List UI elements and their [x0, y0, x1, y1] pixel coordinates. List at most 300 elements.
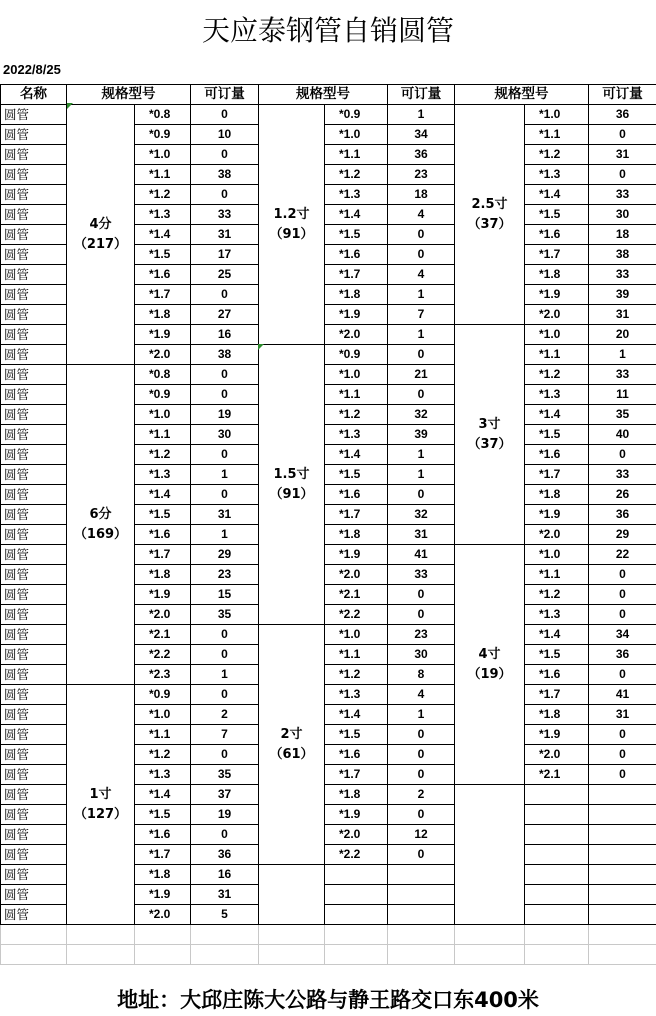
spec-cell: *1.2 [525, 145, 589, 165]
spec-cell: *1.8 [135, 865, 191, 885]
spec-cell: *1.6 [325, 485, 388, 505]
blank-cell [1, 945, 67, 965]
qty-cell: 0 [589, 605, 656, 625]
qty-cell: 0 [589, 665, 656, 685]
qty-cell: 34 [388, 125, 455, 145]
spec-cell: *1.9 [135, 325, 191, 345]
item-name-cell: 圆管 [1, 265, 67, 285]
spec-cell: *1.3 [525, 165, 589, 185]
qty-cell: 31 [191, 885, 259, 905]
item-name-cell: 圆管 [1, 105, 67, 125]
qty-cell: 33 [589, 265, 656, 285]
qty-cell: 0 [388, 765, 455, 785]
qty-cell: 37 [191, 785, 259, 805]
spec-cell: *1.2 [135, 185, 191, 205]
size-group-label [67, 105, 135, 365]
qty-cell: 0 [191, 385, 259, 405]
qty-cell: 0 [191, 685, 259, 705]
spec-cell: *1.7 [525, 685, 589, 705]
spec-cell: *1.8 [325, 785, 388, 805]
qty-cell: 0 [388, 225, 455, 245]
qty-cell: 1 [388, 105, 455, 125]
qty-cell: 4 [388, 205, 455, 225]
spec-cell: *1.9 [525, 285, 589, 305]
empty-spec-cell [525, 905, 589, 925]
spec-cell: *1.6 [325, 245, 388, 265]
item-name-cell: 圆管 [1, 845, 67, 865]
size-group-size: 4寸 [478, 646, 501, 662]
item-name-cell: 圆管 [1, 305, 67, 325]
spec-cell: *1.5 [135, 805, 191, 825]
size-group-label [259, 345, 325, 625]
size-group-size: 3寸 [478, 416, 501, 432]
item-name-cell: 圆管 [1, 245, 67, 265]
qty-cell: 0 [589, 445, 656, 465]
qty-cell: 0 [191, 825, 259, 845]
qty-cell: 8 [388, 665, 455, 685]
qty-cell: 0 [191, 365, 259, 385]
spec-cell: *1.5 [525, 205, 589, 225]
blank-cell [191, 945, 259, 965]
spec-cell: *1.1 [525, 345, 589, 365]
spec-cell: *1.7 [135, 285, 191, 305]
qty-cell: 41 [589, 685, 656, 705]
qty-cell: 30 [191, 425, 259, 445]
spec-cell: *1.1 [525, 125, 589, 145]
spec-cell: *1.4 [325, 445, 388, 465]
size-group-size: 1寸 [89, 786, 112, 802]
qty-cell: 19 [191, 405, 259, 425]
qty-cell: 0 [191, 485, 259, 505]
spec-cell: *1.9 [135, 885, 191, 905]
qty-cell: 0 [191, 285, 259, 305]
item-name-cell: 圆管 [1, 805, 67, 825]
spec-cell: *0.9 [325, 105, 388, 125]
spec-cell: *2.2 [325, 845, 388, 865]
spec-cell: *1.7 [135, 845, 191, 865]
spec-cell: *1.3 [135, 465, 191, 485]
qty-cell: 0 [388, 725, 455, 745]
size-group-label [259, 625, 325, 865]
spec-cell: *1.7 [525, 465, 589, 485]
spec-cell: *1.0 [325, 365, 388, 385]
qty-cell: 32 [388, 405, 455, 425]
item-name-cell: 圆管 [1, 585, 67, 605]
spec-cell: *1.0 [525, 105, 589, 125]
spec-cell: *1.3 [325, 185, 388, 205]
qty-cell: 0 [388, 385, 455, 405]
qty-cell: 5 [191, 905, 259, 925]
spec-cell: *1.9 [525, 505, 589, 525]
spec-cell: *1.8 [135, 565, 191, 585]
qty-cell: 23 [388, 625, 455, 645]
report-date: 2022/8/25 [3, 62, 61, 77]
qty-cell: 31 [388, 525, 455, 545]
qty-cell: 36 [191, 845, 259, 865]
table-row [1, 365, 656, 385]
item-name-cell: 圆管 [1, 545, 67, 565]
size-group-size: 4分 [89, 216, 112, 232]
spec-cell: *1.6 [325, 745, 388, 765]
qty-cell: 0 [589, 165, 656, 185]
empty-group-cell [455, 785, 525, 925]
spec-cell: *1.6 [135, 265, 191, 285]
empty-spec-cell [525, 885, 589, 905]
qty-cell: 0 [388, 745, 455, 765]
spec-cell: *1.6 [135, 825, 191, 845]
cell-comment-marker [258, 344, 264, 350]
item-name-cell: 圆管 [1, 405, 67, 425]
qty-cell: 0 [388, 245, 455, 265]
spec-cell: *1.4 [325, 705, 388, 725]
item-name-cell: 圆管 [1, 325, 67, 345]
size-group-size: 1.2寸 [273, 206, 310, 222]
qty-cell: 4 [388, 265, 455, 285]
spec-cell: *1.7 [325, 765, 388, 785]
qty-cell: 1 [589, 345, 656, 365]
item-name-cell: 圆管 [1, 465, 67, 485]
qty-cell: 1 [191, 465, 259, 485]
size-group-total: （91） [269, 226, 314, 242]
qty-cell: 23 [191, 565, 259, 585]
header-name: 名称 [1, 85, 67, 105]
spec-cell: *1.3 [325, 425, 388, 445]
empty-spec-cell [525, 785, 589, 805]
spec-cell: *1.2 [135, 745, 191, 765]
spec-cell: *1.1 [525, 565, 589, 585]
spec-cell: *1.3 [325, 685, 388, 705]
qty-cell: 38 [191, 345, 259, 365]
spec-cell: *1.0 [135, 405, 191, 425]
blank-cell [67, 945, 135, 965]
qty-cell: 30 [589, 205, 656, 225]
item-name-cell: 圆管 [1, 705, 67, 725]
item-name-cell: 圆管 [1, 185, 67, 205]
qty-cell: 0 [191, 145, 259, 165]
spec-cell: *1.6 [135, 525, 191, 545]
size-group-total: （217） [73, 236, 128, 252]
blank-cell [388, 945, 455, 965]
spec-cell: *1.1 [325, 645, 388, 665]
qty-cell: 0 [589, 725, 656, 745]
spec-cell: *1.8 [135, 305, 191, 325]
item-name-cell: 圆管 [1, 725, 67, 745]
qty-cell: 0 [388, 805, 455, 825]
empty-spec-cell [325, 885, 388, 905]
qty-cell: 0 [191, 105, 259, 125]
qty-cell: 0 [589, 125, 656, 145]
table-row [1, 685, 656, 705]
spec-cell: *1.1 [135, 425, 191, 445]
header-qty: 可订量 [388, 85, 455, 105]
item-name-cell: 圆管 [1, 625, 67, 645]
spec-cell: *1.4 [525, 185, 589, 205]
item-name-cell: 圆管 [1, 345, 67, 365]
spec-cell: *1.2 [325, 165, 388, 185]
qty-cell: 17 [191, 245, 259, 265]
qty-cell: 0 [388, 585, 455, 605]
spec-cell: *1.1 [135, 725, 191, 745]
spec-cell: *1.5 [325, 465, 388, 485]
blank-cell [325, 925, 388, 945]
size-group-label [455, 545, 525, 785]
qty-cell: 38 [191, 165, 259, 185]
spec-cell: *2.3 [135, 665, 191, 685]
qty-cell: 36 [589, 645, 656, 665]
item-name-cell: 圆管 [1, 505, 67, 525]
spec-cell: *1.7 [325, 265, 388, 285]
cell-comment-marker [67, 103, 73, 109]
spec-cell: *2.2 [325, 605, 388, 625]
spec-cell: *1.9 [525, 725, 589, 745]
spec-cell: *2.1 [525, 765, 589, 785]
header-spec: 规格型号 [455, 85, 589, 105]
qty-cell: 21 [388, 365, 455, 385]
qty-cell: 25 [191, 265, 259, 285]
blank-cell [589, 945, 656, 965]
inventory-table [0, 84, 656, 965]
item-name-cell: 圆管 [1, 125, 67, 145]
spec-cell: *1.5 [525, 645, 589, 665]
blank-cell [455, 945, 525, 965]
qty-cell: 7 [191, 725, 259, 745]
spec-cell: *1.2 [325, 665, 388, 685]
qty-cell: 0 [589, 745, 656, 765]
size-group-label [67, 365, 135, 685]
empty-spec-cell [325, 865, 388, 885]
qty-cell: 4 [388, 685, 455, 705]
spec-cell: *1.3 [525, 385, 589, 405]
spec-cell: *1.4 [325, 205, 388, 225]
qty-cell: 32 [388, 505, 455, 525]
item-name-cell: 圆管 [1, 165, 67, 185]
qty-cell: 0 [388, 485, 455, 505]
table-row [1, 105, 656, 125]
spec-cell: *1.5 [135, 505, 191, 525]
blank-row [1, 945, 656, 965]
qty-cell: 0 [191, 185, 259, 205]
qty-cell: 33 [388, 565, 455, 585]
qty-cell: 22 [589, 545, 656, 565]
item-name-cell: 圆管 [1, 205, 67, 225]
qty-cell: 31 [589, 705, 656, 725]
qty-cell: 31 [191, 225, 259, 245]
qty-cell: 0 [191, 625, 259, 645]
spec-cell: *2.1 [325, 585, 388, 605]
qty-cell: 16 [191, 325, 259, 345]
size-group-label [259, 105, 325, 345]
qty-cell: 10 [191, 125, 259, 145]
qty-cell: 35 [191, 605, 259, 625]
empty-qty-cell [388, 865, 455, 885]
empty-qty-cell [589, 805, 656, 825]
item-name-cell: 圆管 [1, 485, 67, 505]
spec-cell: *1.3 [135, 205, 191, 225]
empty-spec-cell [325, 905, 388, 925]
qty-cell: 0 [589, 565, 656, 585]
qty-cell: 34 [589, 625, 656, 645]
size-group-label [67, 685, 135, 925]
qty-cell: 0 [589, 585, 656, 605]
header-qty: 可订量 [191, 85, 259, 105]
empty-qty-cell [589, 905, 656, 925]
qty-cell: 12 [388, 825, 455, 845]
spec-cell: *1.2 [325, 405, 388, 425]
empty-qty-cell [388, 905, 455, 925]
qty-cell: 1 [388, 325, 455, 345]
address-footer: 地址：大邱庄陈大公路与静王路交口东400米 [117, 988, 539, 1012]
item-name-cell: 圆管 [1, 785, 67, 805]
qty-cell: 27 [191, 305, 259, 325]
empty-qty-cell [589, 885, 656, 905]
spec-cell: *1.8 [325, 285, 388, 305]
qty-cell: 31 [589, 145, 656, 165]
qty-cell: 33 [589, 465, 656, 485]
blank-cell [525, 945, 589, 965]
item-name-cell: 圆管 [1, 665, 67, 685]
header-spec: 规格型号 [67, 85, 191, 105]
qty-cell: 18 [388, 185, 455, 205]
empty-qty-cell [589, 845, 656, 865]
item-name-cell: 圆管 [1, 825, 67, 845]
spec-cell: *1.7 [135, 545, 191, 565]
item-name-cell: 圆管 [1, 685, 67, 705]
item-name-cell: 圆管 [1, 425, 67, 445]
size-group-label [455, 105, 525, 325]
item-name-cell: 圆管 [1, 565, 67, 585]
empty-qty-cell [589, 865, 656, 885]
spec-cell: *1.8 [525, 265, 589, 285]
qty-cell: 31 [589, 305, 656, 325]
qty-cell: 35 [191, 765, 259, 785]
qty-cell: 0 [191, 445, 259, 465]
qty-cell: 19 [191, 805, 259, 825]
blank-cell [135, 925, 191, 945]
qty-cell: 41 [388, 545, 455, 565]
spec-cell: *2.0 [525, 745, 589, 765]
qty-cell: 36 [388, 145, 455, 165]
qty-cell: 29 [589, 525, 656, 545]
blank-cell [259, 925, 325, 945]
empty-group-cell [259, 865, 325, 925]
spec-cell: *2.0 [135, 905, 191, 925]
spec-cell: *1.5 [325, 725, 388, 745]
spec-cell: *2.0 [325, 565, 388, 585]
spec-cell: *1.4 [135, 785, 191, 805]
size-group-total: （169） [73, 526, 128, 542]
spec-cell: *1.3 [135, 765, 191, 785]
spec-cell: *1.0 [135, 705, 191, 725]
blank-row [1, 925, 656, 945]
spec-cell: *2.0 [135, 605, 191, 625]
qty-cell: 15 [191, 585, 259, 605]
qty-cell: 1 [388, 445, 455, 465]
size-group-total: （91） [269, 486, 314, 502]
qty-cell: 0 [191, 745, 259, 765]
spec-cell: *0.9 [135, 385, 191, 405]
qty-cell: 18 [589, 225, 656, 245]
blank-cell [135, 945, 191, 965]
qty-cell: 1 [388, 285, 455, 305]
spec-cell: *1.0 [135, 145, 191, 165]
spec-cell: *1.9 [325, 545, 388, 565]
qty-cell: 1 [191, 665, 259, 685]
empty-spec-cell [525, 845, 589, 865]
qty-cell: 31 [191, 505, 259, 525]
qty-cell: 36 [589, 505, 656, 525]
qty-cell: 23 [388, 165, 455, 185]
item-name-cell: 圆管 [1, 145, 67, 165]
spec-cell: *1.9 [325, 305, 388, 325]
size-group-label [455, 325, 525, 545]
header-qty: 可订量 [589, 85, 656, 105]
item-name-cell: 圆管 [1, 525, 67, 545]
qty-cell: 35 [589, 405, 656, 425]
qty-cell: 0 [388, 845, 455, 865]
qty-cell: 0 [388, 605, 455, 625]
empty-spec-cell [525, 825, 589, 845]
size-group-size: 2寸 [280, 726, 303, 742]
spec-cell: *1.0 [525, 325, 589, 345]
qty-cell: 29 [191, 545, 259, 565]
empty-spec-cell [525, 805, 589, 825]
spec-cell: *0.9 [135, 125, 191, 145]
qty-cell: 1 [388, 465, 455, 485]
spec-cell: *2.0 [325, 825, 388, 845]
blank-cell [259, 945, 325, 965]
spec-cell: *1.6 [525, 225, 589, 245]
size-group-size: 6分 [89, 506, 112, 522]
item-name-cell: 圆管 [1, 445, 67, 465]
spec-cell: *1.5 [325, 225, 388, 245]
size-group-total: （37） [467, 436, 512, 452]
spec-cell: *1.1 [325, 145, 388, 165]
spec-cell: *2.0 [135, 345, 191, 365]
qty-cell: 26 [589, 485, 656, 505]
qty-cell: 39 [589, 285, 656, 305]
qty-cell: 2 [191, 705, 259, 725]
qty-cell: 1 [388, 705, 455, 725]
empty-spec-cell [525, 865, 589, 885]
spec-cell: *1.6 [525, 445, 589, 465]
empty-qty-cell [589, 825, 656, 845]
qty-cell: 33 [589, 365, 656, 385]
size-group-total: （19） [467, 666, 512, 682]
qty-cell: 1 [191, 525, 259, 545]
spec-cell: *1.6 [525, 665, 589, 685]
header-spec: 规格型号 [259, 85, 388, 105]
size-group-total: （127） [73, 806, 128, 822]
spec-cell: *1.2 [525, 585, 589, 605]
empty-qty-cell [589, 785, 656, 805]
page-title: 天应泰钢管自销圆管 [201, 14, 454, 47]
spec-cell: *1.5 [525, 425, 589, 445]
blank-cell [589, 925, 656, 945]
table-body [1, 85, 656, 965]
blank-cell [525, 925, 589, 945]
spec-cell: *1.2 [525, 365, 589, 385]
spec-cell: *1.9 [325, 805, 388, 825]
qty-cell: 33 [589, 185, 656, 205]
item-name-cell: 圆管 [1, 865, 67, 885]
spec-cell: *1.8 [325, 525, 388, 545]
item-name-cell: 圆管 [1, 365, 67, 385]
spec-cell: *1.1 [135, 165, 191, 185]
qty-cell: 20 [589, 325, 656, 345]
spec-cell: *0.8 [135, 365, 191, 385]
spec-cell: *0.9 [325, 345, 388, 365]
blank-cell [455, 925, 525, 945]
